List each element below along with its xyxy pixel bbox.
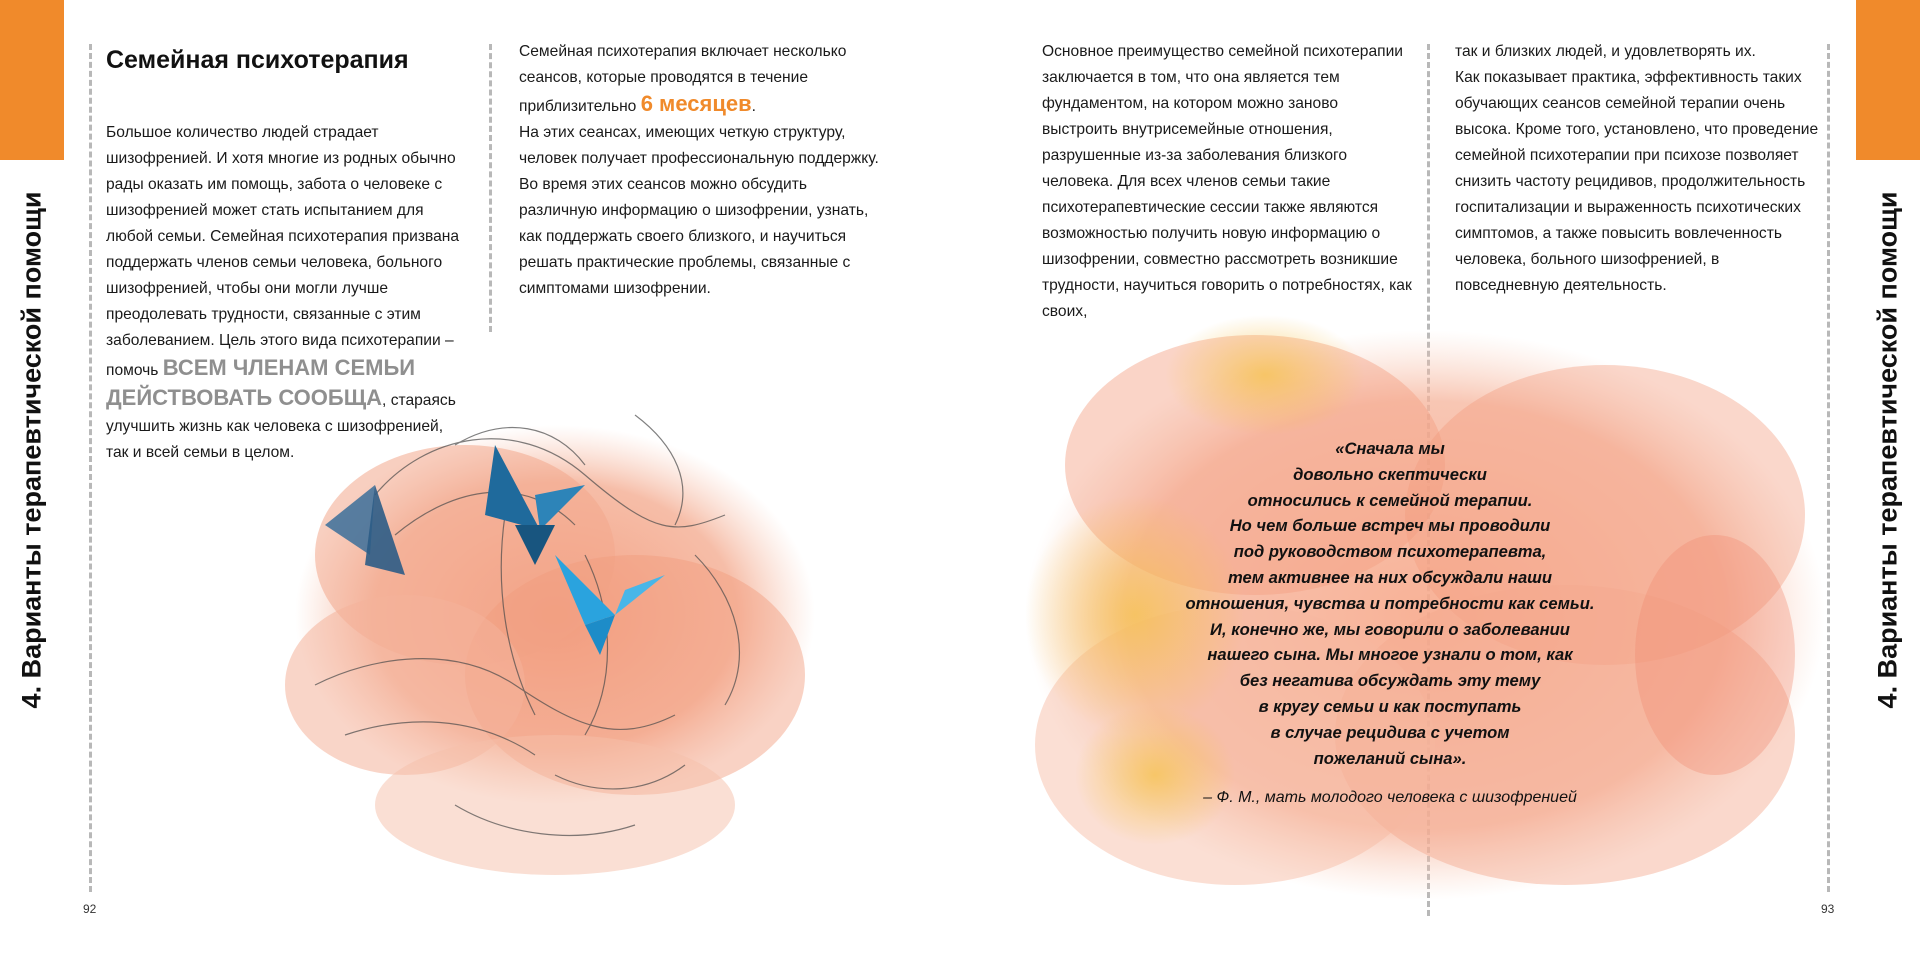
- quote-line: отношения, чувства и потребности как семьи.: [1185, 593, 1595, 613]
- sessions-column: [519, 39, 879, 302]
- margin-divider: [89, 44, 92, 892]
- chapter-tab: [0, 0, 64, 160]
- page-number-right: 93: [1821, 902, 1835, 916]
- advantage-paragraph: Основное преимущество семейной психотерапии заключается в том, что она является тем фундаментом, на котором можно заново выстроить внутрисемейные отношения, разрушенные из-за заболевания близкого человека. Для всех членов семьи такие психотерапевтические сессии также являются возможностью получить новую информацию о шизофрении, совместно рассмотреть возникшие трудности, научиться говорить о потребностях, как своих,: [1042, 43, 1412, 320]
- practice-paragraph: Как показывает практика, эффективность таких обучающих сеансов семейной терапии очень высока. Кроме того, установлено, что проведение семейной психотерапии при психозе позволяет снизить частоту рецидивов, продолжительность госпитализации и выраженность психотических симптомов, а также повысить вовлеченность человека, больного шизофренией, в повседневную деятельность.: [1455, 69, 1819, 294]
- column-divider: [489, 44, 492, 332]
- emphasis-together: ВСЕМ ЧЛЕНАМ СЕМЬИ ДЕЙСТВОВАТЬ СООБЩА: [106, 355, 416, 410]
- chapter-tab-right: [1856, 0, 1920, 160]
- duration-highlight: 6 месяцев: [640, 91, 752, 116]
- support-paragraph: На этих сеансах, имеющих четкую структуру, человек получает профессиональную поддержку. Во время этих сеансов можно обсудить различную информацию о шизофрении, узнать, как поддержать своего близкого, и научиться решать практические проблемы, связанные с симптомами шизофрении.: [519, 124, 879, 297]
- quote-line: без негатива обсуждать эту тему: [1239, 671, 1541, 691]
- chapter-title: 4. Варианты терапевтической помощи: [16, 191, 47, 709]
- chapter-title-vertical-left: [0, 170, 64, 730]
- quote-line: довольно скептически: [1293, 464, 1487, 484]
- quote-line: «Сначала мы: [1335, 439, 1445, 458]
- quote-line: в случае рецидива с учетом: [1270, 722, 1510, 742]
- advantage-column: [1042, 39, 1412, 325]
- page-number-left: 92: [83, 902, 97, 916]
- quote-author: – Ф. М., мать молодого человека с шизофренией: [1203, 789, 1577, 807]
- right-page: [960, 0, 1920, 960]
- needs-paragraph: так и близких людей, и удовлетворять их.: [1455, 43, 1756, 60]
- quote-line: под руководством психотерапевта,: [1233, 542, 1547, 562]
- intro-text: Большое количество людей страдает шизофренией. И хотя многие из родных обычно рады оказать им помощь, забота о человеке с шизофренией может стать испытанием для любой семьи. Семейная психотерапия призвана поддержать членов семьи человека, больного шизофренией, чтобы они могли лучше преодолевать трудности, связанные с этим заболеванием. Цель этого вида психотерапии – помочь: [106, 124, 460, 379]
- intro-outro-text: , стараясь улучшить жизнь как человека с шизофренией, так и всей семьи в целом.: [106, 392, 456, 461]
- page-heading: Семейная психотерапия: [106, 46, 409, 74]
- quote-line: относились к семейной терапии.: [1247, 490, 1533, 510]
- quote-line: в кругу семьи и как поступать: [1258, 696, 1522, 716]
- sessions-text: Семейная психотерапия включает несколько сеансов, которые проводятся в течение приблизительно: [519, 43, 847, 115]
- quote-line: тем активнее на них обсуждали наши: [1227, 567, 1553, 587]
- chapter-title-vertical-right: [1856, 170, 1920, 730]
- quote-line: пожеланий сына».: [1313, 748, 1467, 768]
- quote-line: нашего сына. Мы многое узнали о том, как: [1207, 645, 1573, 665]
- quote-line: И, конечно же, мы говорили о заболевании: [1210, 619, 1570, 639]
- quote-block: [1150, 436, 1630, 811]
- quote-line: Но чем больше встреч мы проводили: [1229, 516, 1551, 536]
- chapter-title-right: 4. Варианты терапевтической помощи: [1872, 191, 1903, 709]
- practice-column: [1455, 39, 1825, 299]
- sessions-text-end: .: [751, 98, 756, 115]
- intro-paragraph: [106, 120, 466, 466]
